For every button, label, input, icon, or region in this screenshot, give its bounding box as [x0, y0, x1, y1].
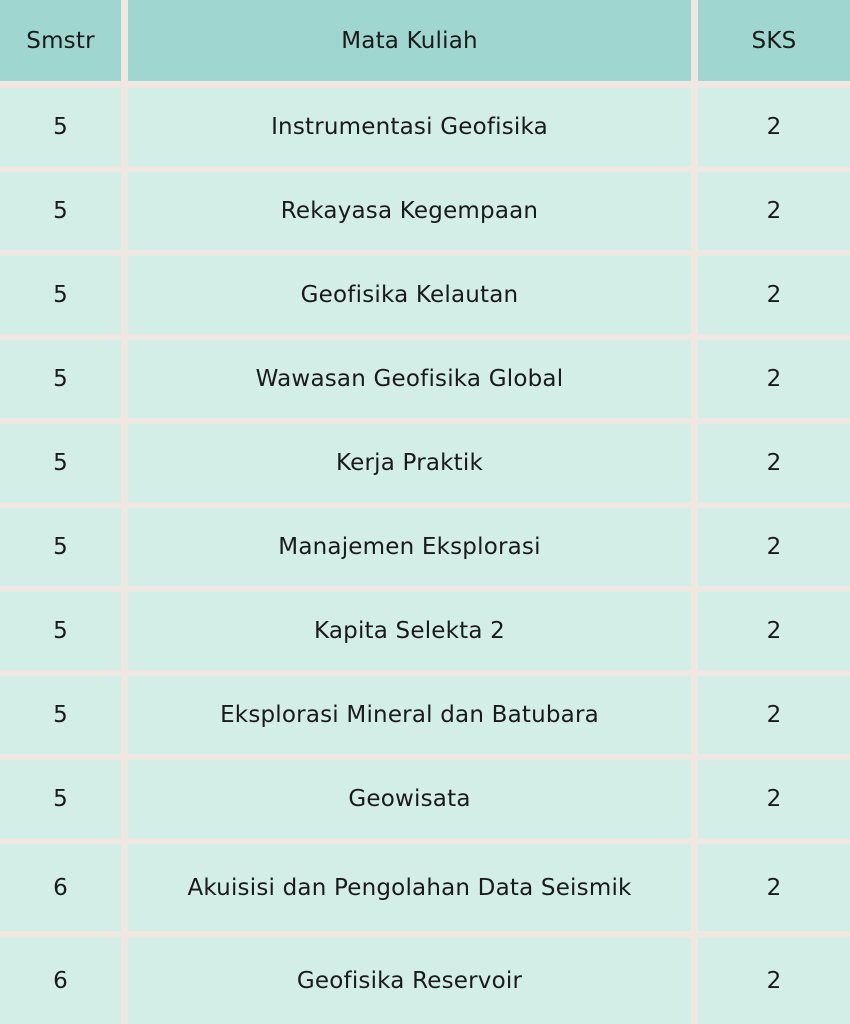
- course-cell: Eksplorasi Mineral dan Batubara: [128, 676, 691, 754]
- course-cell: Geofisika Kelautan: [128, 256, 691, 334]
- credits-cell: 2: [698, 844, 850, 931]
- table-row: [0, 340, 850, 418]
- semester-cell: 5: [0, 172, 121, 250]
- table-row: [0, 424, 850, 502]
- header-semester: Smstr: [0, 0, 121, 81]
- table-row: [0, 938, 850, 1024]
- course-cell: Geowisata: [128, 760, 691, 838]
- semester-cell: 5: [0, 676, 121, 754]
- credits-cell: 2: [698, 676, 850, 754]
- semester-cell: 5: [0, 340, 121, 418]
- semester-cell: 5: [0, 592, 121, 670]
- course-cell: Akuisisi dan Pengolahan Data Seismik: [128, 844, 691, 931]
- semester-cell: 5: [0, 256, 121, 334]
- table-row: [0, 592, 850, 670]
- header-credits: SKS: [698, 0, 850, 81]
- course-cell: Geofisika Reservoir: [128, 938, 691, 1024]
- table-row: [0, 760, 850, 838]
- credits-cell: 2: [698, 592, 850, 670]
- semester-cell: 6: [0, 938, 121, 1024]
- table-row: [0, 676, 850, 754]
- semester-cell: 6: [0, 844, 121, 931]
- semester-cell: 5: [0, 508, 121, 586]
- table-row: [0, 88, 850, 166]
- credits-cell: 2: [698, 172, 850, 250]
- course-cell: Kapita Selekta 2: [128, 592, 691, 670]
- table-header-row: [0, 0, 850, 81]
- credits-cell: 2: [698, 424, 850, 502]
- table-row: [0, 844, 850, 931]
- credits-cell: 2: [698, 88, 850, 166]
- credits-cell: 2: [698, 938, 850, 1024]
- course-cell: Wawasan Geofisika Global: [128, 340, 691, 418]
- course-cell: Instrumentasi Geofisika: [128, 88, 691, 166]
- course-cell: Manajemen Eksplorasi: [128, 508, 691, 586]
- semester-cell: 5: [0, 88, 121, 166]
- credits-cell: 2: [698, 508, 850, 586]
- credits-cell: 2: [698, 760, 850, 838]
- semester-cell: 5: [0, 760, 121, 838]
- credits-cell: 2: [698, 256, 850, 334]
- credits-cell: 2: [698, 340, 850, 418]
- table-row: [0, 256, 850, 334]
- semester-cell: 5: [0, 424, 121, 502]
- course-cell: Kerja Praktik: [128, 424, 691, 502]
- table-row: [0, 172, 850, 250]
- header-course: Mata Kuliah: [128, 0, 691, 81]
- table-row: [0, 508, 850, 586]
- course-cell: Rekayasa Kegempaan: [128, 172, 691, 250]
